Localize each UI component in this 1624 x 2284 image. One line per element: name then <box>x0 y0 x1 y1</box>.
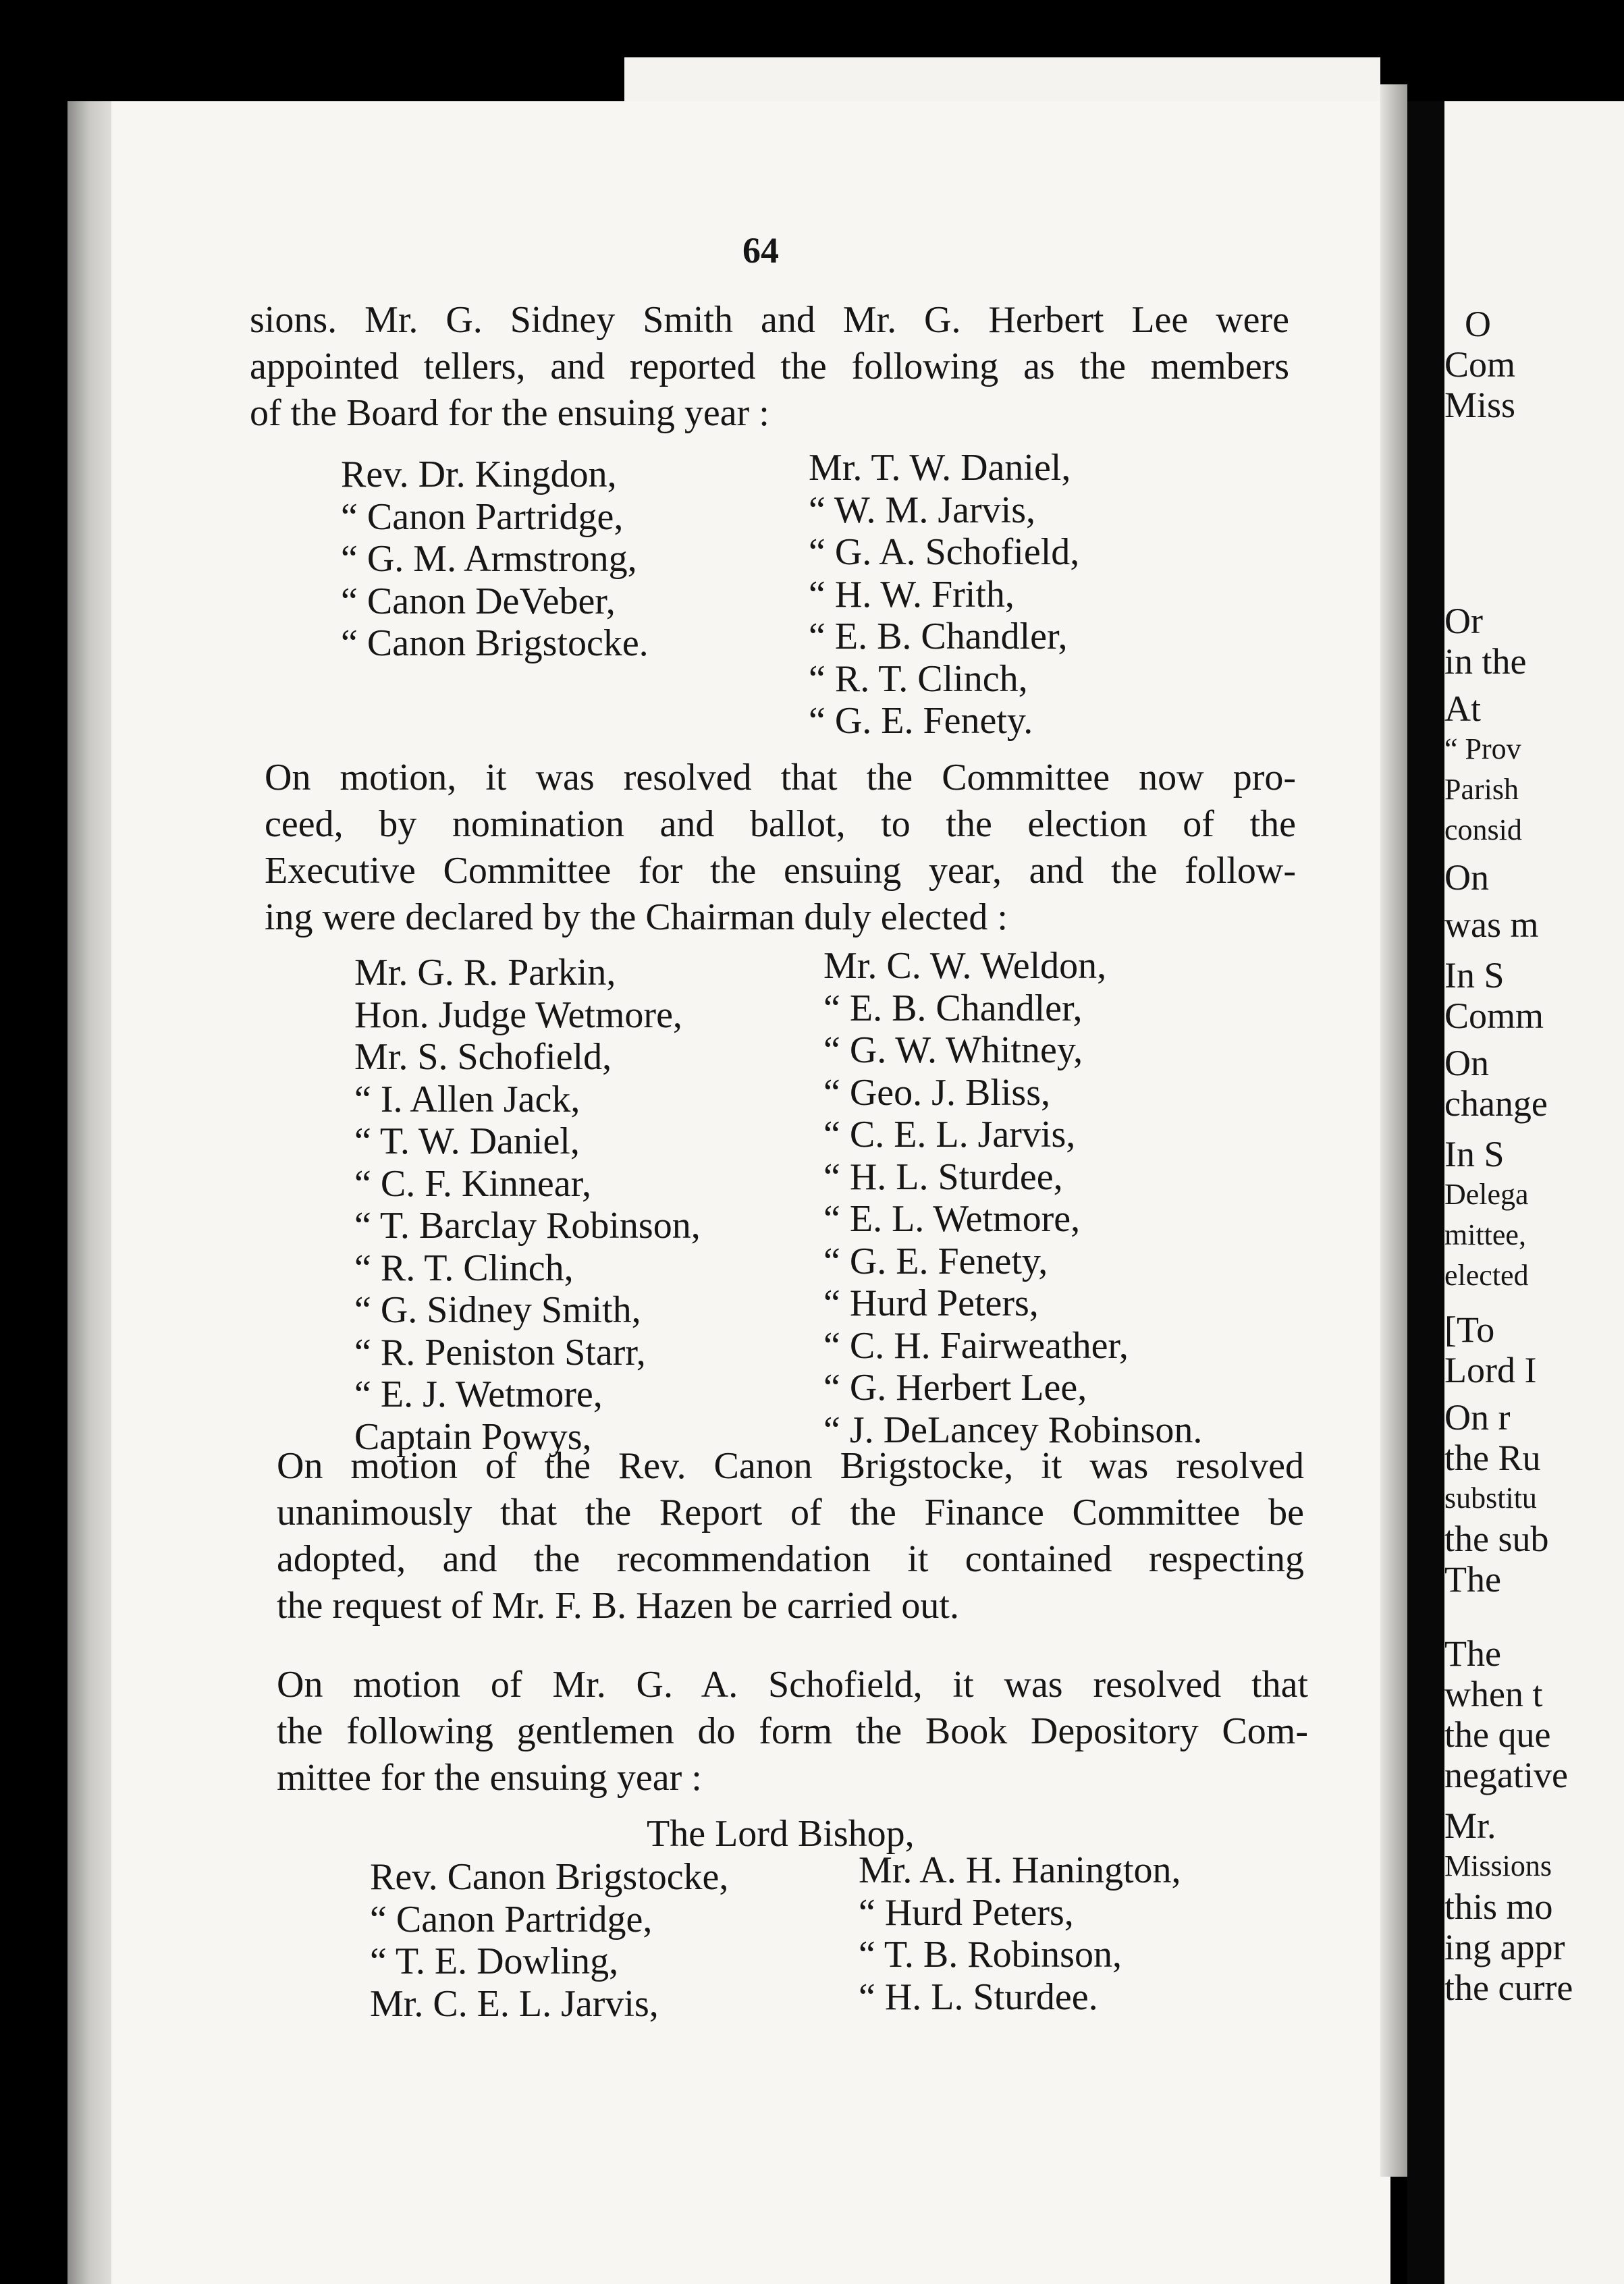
facing-page-fragment: “ Prov <box>1444 732 1521 765</box>
text-line: ing were declared by the Chairman duly elected : <box>265 896 1008 938</box>
name-entry: “ G. Herbert Lee, <box>823 1367 1087 1409</box>
facing-page-fragment: Mr. <box>1444 1805 1496 1846</box>
name-entry: “ G. E. Fenety. <box>809 700 1033 742</box>
facing-page-fragment: the Ru <box>1444 1438 1541 1478</box>
name-entry: “ C. H. Fairweather, <box>823 1324 1129 1367</box>
name-entry: “ E. J. Wetmore, <box>354 1374 603 1415</box>
board-members-left-column <box>341 454 649 665</box>
name-entry: “ T. E. Dowling, <box>370 1940 619 1982</box>
facing-page-fragment: ing appr <box>1444 1927 1565 1967</box>
name-entry: “ Hurd Peters, <box>823 1282 1039 1324</box>
name-entry: Rev. Dr. Kingdon, <box>341 454 617 495</box>
name-entry: Hon. Judge Wetmore, <box>354 994 682 1036</box>
paragraph-tellers <box>250 297 1289 437</box>
name-entry: “ Hurd Peters, <box>859 1891 1074 1934</box>
name-entry: Mr. A. H. Hanington, <box>859 1849 1181 1891</box>
name-entry: “ G. E. Fenety, <box>823 1240 1048 1282</box>
right-page-edge <box>1444 101 1624 2284</box>
page-fold-shadow <box>1380 84 1407 2177</box>
book-committee-left-column <box>370 1856 728 2025</box>
facing-page-fragment: Delega <box>1444 1178 1529 1211</box>
text-line: appointed tellers, and reported the following as the members <box>250 346 1289 387</box>
name-entry: “ T. W. Daniel, <box>354 1120 580 1162</box>
paragraph-book-depository <box>277 1662 1308 1801</box>
name-entry: Mr. C. W. Weldon, <box>823 945 1107 987</box>
facing-page-fragment: In S <box>1444 1134 1505 1174</box>
name-entry: “ G. A. Schofield, <box>809 531 1080 573</box>
name-entry: “ E. B. Chandler, <box>823 987 1083 1029</box>
name-entry: “ H. W. Frith, <box>809 573 1014 616</box>
name-entry: “ T. B. Robinson, <box>859 1934 1122 1976</box>
name-entry: “ G. W. Whitney, <box>823 1029 1083 1071</box>
facing-page-fragment: O <box>1465 304 1491 344</box>
text-line: On motion of Mr. G. A. Schofield, it was resolved that <box>277 1664 1308 1706</box>
facing-page-fragment: On r <box>1444 1397 1511 1438</box>
facing-page-fragment: Or <box>1444 601 1483 641</box>
facing-page-fragment: the sub <box>1444 1519 1549 1559</box>
facing-page-fragment: Missions <box>1444 1849 1552 1882</box>
facing-page-fragment: substitu <box>1444 1481 1537 1515</box>
text-line: adopted, and the recommendation it contained respecting <box>277 1538 1304 1580</box>
facing-page-fragment: [To <box>1444 1309 1495 1350</box>
name-entry: “ C. F. Kinnear, <box>354 1162 591 1205</box>
name-entry: Mr. T. W. Daniel, <box>809 447 1071 489</box>
facing-page-fragment: elected <box>1444 1259 1529 1292</box>
facing-page-fragment: On <box>1444 1043 1489 1083</box>
facing-page-fragment: mittee, <box>1444 1218 1526 1251</box>
name-entry: Mr. C. E. L. Jarvis, <box>370 1982 659 2025</box>
text-line: ceed, by nomination and ballot, to the election of the <box>265 803 1296 845</box>
executive-committee-left-column <box>354 952 701 1458</box>
facing-page-fragment: in the <box>1444 641 1527 682</box>
text-line: mittee for the ensuing year : <box>277 1757 702 1799</box>
facing-page-fragment: the que <box>1444 1714 1551 1755</box>
name-entry: “ E. L. Wetmore, <box>823 1198 1081 1240</box>
name-entry: “ Geo. J. Bliss, <box>823 1071 1050 1114</box>
name-entry: “ R. Peniston Starr, <box>354 1331 646 1374</box>
name-entry: Rev. Canon Brigstocke, <box>370 1856 729 1898</box>
text-line: of the Board for the ensuing year : <box>250 392 769 434</box>
name-entry: Mr. S. Schofield, <box>354 1036 612 1078</box>
text-line: sions. Mr. G. Sidney Smith and Mr. G. Herbert Lee were <box>250 299 1289 341</box>
name-entry: “ Canon Partridge, <box>370 1898 653 1940</box>
name-entry: Captain Powys, <box>354 1415 592 1458</box>
name-entry: “ R. T. Clinch, <box>809 657 1028 700</box>
name-entry: “ Canon Partridge, <box>341 495 624 538</box>
name-entry: “ R. T. Clinch, <box>354 1247 574 1289</box>
book-committee-lord-bishop: The Lord Bishop, <box>647 1813 915 1855</box>
name-entry: “ G. Sidney Smith, <box>354 1289 641 1331</box>
facing-page-fragment: In S <box>1444 955 1505 996</box>
book-committee-right-column <box>859 1849 1181 2018</box>
paragraph-executive-election <box>265 755 1296 941</box>
text-line: unanimously that the Report of the Finance Committee be <box>277 1492 1304 1533</box>
facing-page-fragment: On <box>1444 857 1489 898</box>
name-entry: “ I. Allen Jack, <box>354 1078 580 1120</box>
name-entry: Mr. G. R. Parkin, <box>354 952 616 994</box>
page-number: 64 <box>742 230 779 271</box>
facing-page-fragment: was m <box>1444 904 1539 945</box>
name-entry: “ G. M. Armstrong, <box>341 538 637 580</box>
text-line: the request of Mr. F. B. Hazen be carried out. <box>277 1585 959 1627</box>
text-line: the following gentlemen do form the Book Depository Com- <box>277 1710 1308 1752</box>
text-line: On motion of the Rev. Canon Brigstocke, it was resolved <box>277 1445 1304 1487</box>
name-entry: “ Canon Brigstocke. <box>341 622 649 664</box>
facing-page-fragment: Parish <box>1444 773 1519 806</box>
name-entry: “ W. M. Jarvis, <box>809 489 1035 531</box>
board-members-right-column <box>809 447 1079 742</box>
name-entry: “ J. DeLancey Robinson. <box>823 1409 1203 1451</box>
facing-page-fragment: The <box>1444 1633 1501 1674</box>
facing-page-fragment: change <box>1444 1083 1548 1124</box>
facing-page-fragment: Lord I <box>1444 1350 1537 1390</box>
facing-page-fragment: Miss <box>1444 385 1516 425</box>
name-entry: “ Canon DeVeber, <box>341 580 616 622</box>
facing-page-fragment: At <box>1444 688 1481 729</box>
facing-page-fragment: when t <box>1444 1674 1543 1714</box>
facing-page-fragment: the curre <box>1444 1967 1573 2008</box>
facing-page-fragment: consid <box>1444 813 1522 846</box>
facing-page-fragment: The <box>1444 1559 1501 1600</box>
name-entry: “ H. L. Sturdee. <box>859 1976 1098 2018</box>
facing-page-fragment: negative <box>1444 1755 1568 1795</box>
name-entry: “ H. L. Sturdee, <box>823 1155 1063 1198</box>
name-entry: “ C. E. L. Jarvis, <box>823 1114 1076 1155</box>
facing-page-fragment: Comm <box>1444 996 1544 1036</box>
text-line: Executive Committee for the ensuing year, and the follow- <box>265 850 1296 892</box>
name-entry: “ T. Barclay Robinson, <box>354 1205 701 1247</box>
executive-committee-right-column <box>823 945 1202 1451</box>
name-entry: “ E. B. Chandler, <box>809 616 1068 657</box>
text-line: On motion, it was resolved that the Committee now pro- <box>265 757 1296 798</box>
facing-page-fragment: Com <box>1444 344 1516 385</box>
facing-page-fragment: this mo <box>1444 1886 1553 1927</box>
paragraph-finance-report <box>277 1443 1304 1629</box>
